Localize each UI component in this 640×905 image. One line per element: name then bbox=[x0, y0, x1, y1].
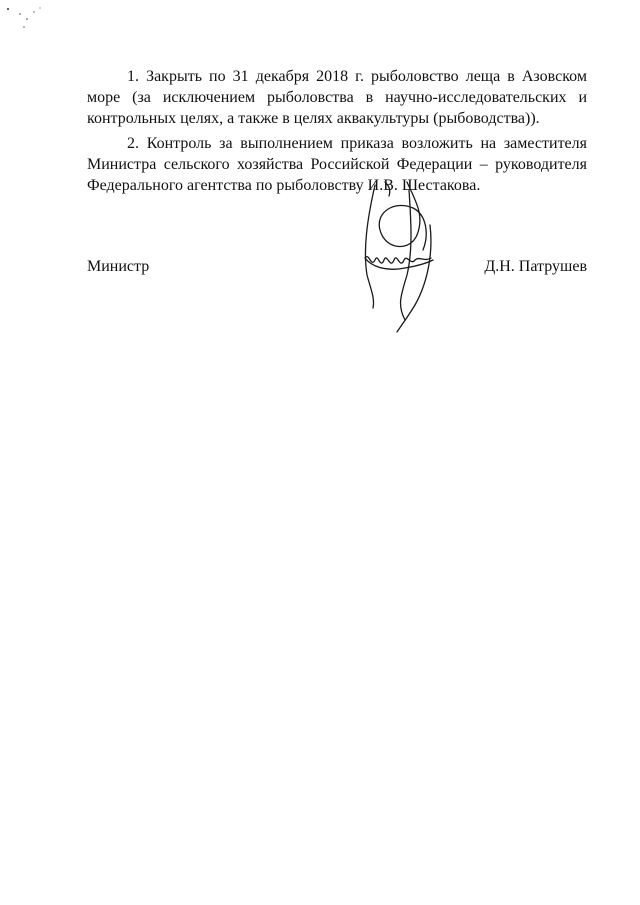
signer-name: Д.Н. Патрушев bbox=[484, 258, 587, 275]
paragraph-1-text: Закрыть по 31 декабря 2018 г. рыболовство леща в Азовском море (за исключением рыболовства в научно-исследовательских и контрольных целях, а также в целях аквакультуры (рыбоводства)). bbox=[87, 68, 588, 127]
signer-role: Министр bbox=[87, 258, 150, 275]
paragraph-2-number: 2. bbox=[127, 135, 139, 152]
paragraph-2 bbox=[87, 133, 587, 196]
paragraph-1 bbox=[87, 66, 587, 129]
paragraph-2-text: Контроль за выполнением приказа возложить на заместителя Министра сельского хозяйства Российской Федерации – руководителя Федерального агентства по рыболовству И.В. Шестакова. bbox=[87, 135, 588, 194]
body-text bbox=[87, 66, 587, 200]
paragraph-1-number: 1. bbox=[127, 68, 139, 85]
signature-block bbox=[87, 258, 587, 282]
scan-specks bbox=[0, 0, 60, 40]
